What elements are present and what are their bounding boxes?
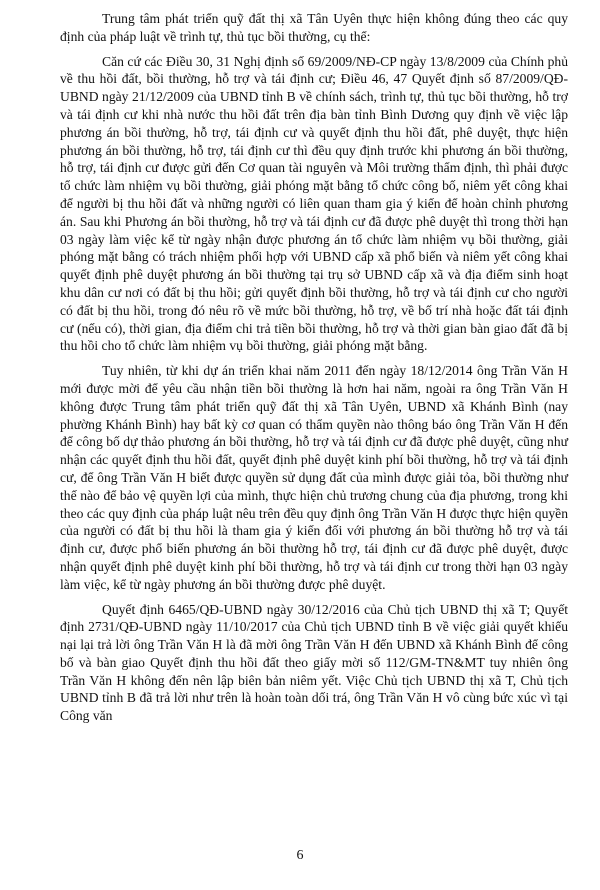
paragraph-facts: Tuy nhiên, từ khi dự án triển khai năm 2011 đến ngày 18/12/2014 ông Trần Văn H mới được mời để yêu cầu nhận tiền bồi thường là hơn hai năm, ngoài ra ông Trần Văn H không được Trung tâm phát triển quỹ đất thị xã Tân Uyên, UBND xã Khánh Bình (nay phường Khánh Bình) hay bất kỳ cơ quan có thẩm quyền nào thông báo ông Trần Văn H đến để công bố dự thảo phương án bồi thường, hỗ trợ và tái định cư đã được phê duyệt, cũng như nhận các quyết định thu hồi đất, quyết định phê duyệt kinh phí bồi thường, hỗ trợ và tái định cư, để ông Trần Văn H biết được quyền sử dụng đất của mình được giải tỏa, bồi thường như thế nào để bảo vệ quyền lợi của mình, thực hiện chủ trương chung của địa phương, trong khi theo các quy định của pháp luật nêu trên đều quy định ông Trần Văn H được thực hiện quyền của người có đất bị thu hồi là tham gia ý kiến đối với phương án bồi thường hỗ trợ và tái định cư, được phổ biến phương án bồi thường hỗ trợ, tái định cư đã được phê duyệt, được nhận quyết định phê duyệt kinh phí bồi thường, hỗ trợ và tái định cư trong thời hạn 03 ngày làm việc, kể từ ngày phương án bồi thường được phê duyệt.: [60, 363, 568, 592]
paragraph-intro: Trung tâm phát triển quỹ đất thị xã Tân Uyên thực hiện không đúng theo các quy định của pháp luật về trình tự, thủ tục bồi thường, cụ thể:: [60, 11, 568, 44]
page-number: 6: [296, 848, 304, 863]
paragraph-legal-basis: Căn cứ các Điều 30, 31 Nghị định số 69/2009/NĐ-CP ngày 13/8/2009 của Chính phủ về thu hồi đất, bồi thường, hỗ trợ và tái định cư; Điều 46, 47 Quyết định số 87/2009/QĐ-UBND ngày 21/12/2009 của UBND tỉnh B về chính sách, trình tự, thủ tục bồi thường, hỗ trợ và tái định cư khi nhà nước thu hồi đất trên địa bàn tỉnh Bình Dương quy định về việc lập phương án bồi thường, hỗ trợ, tái định cư và quyết định thu hồi đất, phê duyệt, thực hiện phương án bồi thường, hỗ trợ, tái định cư thì đều quy định trước khi phương án bồi thường, hỗ trợ, tái định cư được gửi đến Cơ quan tài nguyên và Môi trường thẩm định, thì phải được tổ chức làm nhiệm vụ bồi thường, giải phóng mặt bằng tổ chức công bố, niêm yết công khai để người bị thu hồi đất và những người có liên quan tham gia ý kiến để hoàn chỉnh phương án. Sau khi Phương án bồi thường, hỗ trợ và tái định cư đã được phê duyệt thì trong thời hạn 03 ngày làm việc kể từ ngày nhận được phương án tổ chức làm nhiệm vụ bồi thường, giải phóng mặt bằng có trách nhiệm phối hợp với UBND cấp xã phổ biến và niêm yết công khai quyết định phê duyệt phương án bồi thường tại trụ sở UBND cấp xã và địa điểm sinh hoạt khu dân cư nơi có đất bị thu hồi; gửi quyết định bồi thường, hỗ trợ và tái định cư cho người có đất bị thu hồi, trong đó nêu rõ về mức bồi thường, hỗ trợ, về bố trí nhà hoặc đất tái định cư (nếu có), thời gian, địa điểm chi trả tiền bồi thường, hỗ trợ và thời gian bàn giao đất đã bị thu hồi cho tổ chức làm nhiệm vụ bồi thường, giải phóng mặt bằng.: [60, 53, 568, 354]
paragraph-decisions: Quyết định 6465/QĐ-UBND ngày 30/12/2016 của Chủ tịch UBND thị xã T; Quyết định 2731/QĐ-UBND ngày 11/10/2017 của Chủ tịch UBND tỉnh B về việc giải quyết khiếu nại lại trả lời ông Trần Văn H là đã mời ông Trần Văn H đến UBND xã Khánh Bình để công bố và bàn giao Quyết định thu hồi đất theo giấy mời số 112/GM-TN&MT tuy nhiên ông Trần Văn H không đến nên lập biên bản niêm yết. Việc Chủ tịch UBND thị xã T, Chủ tịch UBND tỉnh B đã trả lời như trên là hoàn toàn dối trá, ông Trần Văn H vô cùng bức xúc vì tại Công văn: [60, 601, 568, 724]
